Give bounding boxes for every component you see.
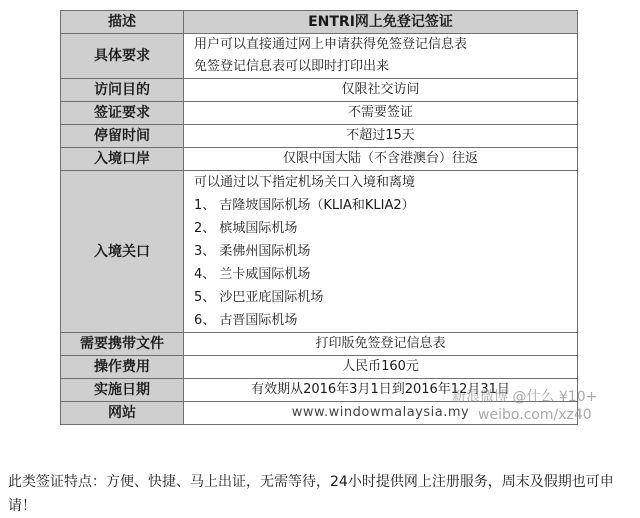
visa-requirement-value: 不需要签证 — [184, 102, 578, 125]
airport-item: 6、 古晋国际机场 — [194, 313, 298, 328]
fee-label: 操作费用 — [61, 356, 184, 379]
checkpoint-intro: 可以通过以下指定机场关口入境和离境 — [194, 175, 416, 190]
entry-port-label: 入境口岸 — [61, 148, 184, 171]
table-row-stay — [61, 125, 578, 148]
header-label: 描述 — [61, 11, 184, 34]
header-title: ENTRI网上免登记签证 — [184, 11, 578, 34]
table-row-documents — [61, 333, 578, 356]
entry-port-value: 仅限中国大陆（不含港澳台）往返 — [184, 148, 578, 171]
requirements-value — [184, 34, 578, 79]
table-row-entry-checkpoint — [61, 171, 578, 333]
stay-value: 不超过15天 — [184, 125, 578, 148]
table-row-visa-requirement — [61, 102, 578, 125]
entry-checkpoint-label: 入境关口 — [61, 171, 184, 333]
entry-checkpoint-value — [184, 171, 578, 333]
requirements-label: 具体要求 — [61, 34, 184, 79]
watermark-line-1: 新浪微博 @什么 ¥10+ — [452, 389, 598, 405]
requirements-line-2: 免签登记信息表可以即时打印出来 — [194, 59, 390, 74]
airport-item: 4、 兰卡威国际机场 — [194, 267, 311, 282]
airport-item: 5、 沙巴亚庇国际机场 — [194, 290, 324, 305]
table-row-fee — [61, 356, 578, 379]
date-label: 实施日期 — [61, 379, 184, 402]
fee-value: 人民币160元 — [184, 356, 578, 379]
footer-text: 此类签证特点：方便、快捷、马上出证，无需等待，24小时提供网上注册服务，周末及假期也可申请！ — [8, 474, 614, 514]
watermark-line-2: weibo.com/xz40 — [478, 407, 592, 423]
website-value: www.windowmalaysia.my — [184, 402, 578, 425]
table-row-entry-port — [61, 148, 578, 171]
table-row-purpose — [61, 79, 578, 102]
airport-item: 1、 吉隆坡国际机场（KLIA和KLIA2） — [194, 198, 415, 213]
table-row-requirements — [61, 34, 578, 79]
purpose-label: 访问目的 — [61, 79, 184, 102]
table-header-row — [61, 11, 578, 34]
visa-info-table — [60, 10, 578, 425]
airport-item: 2、 槟城国际机场 — [194, 221, 298, 236]
documents-value: 打印版免签登记信息表 — [184, 333, 578, 356]
stay-label: 停留时间 — [61, 125, 184, 148]
requirements-line-1: 用户可以直接通过网上申请获得免签登记信息表 — [194, 37, 468, 52]
visa-requirement-label: 签证要求 — [61, 102, 184, 125]
documents-label: 需要携带文件 — [61, 333, 184, 356]
website-label: 网站 — [61, 402, 184, 425]
date-value: 有效期从2016年3月1日到2016年12月31日 — [184, 379, 578, 402]
weibo-watermark — [452, 388, 597, 424]
purpose-value: 仅限社交访问 — [184, 79, 578, 102]
airport-item: 3、 柔佛州国际机场 — [194, 244, 311, 259]
